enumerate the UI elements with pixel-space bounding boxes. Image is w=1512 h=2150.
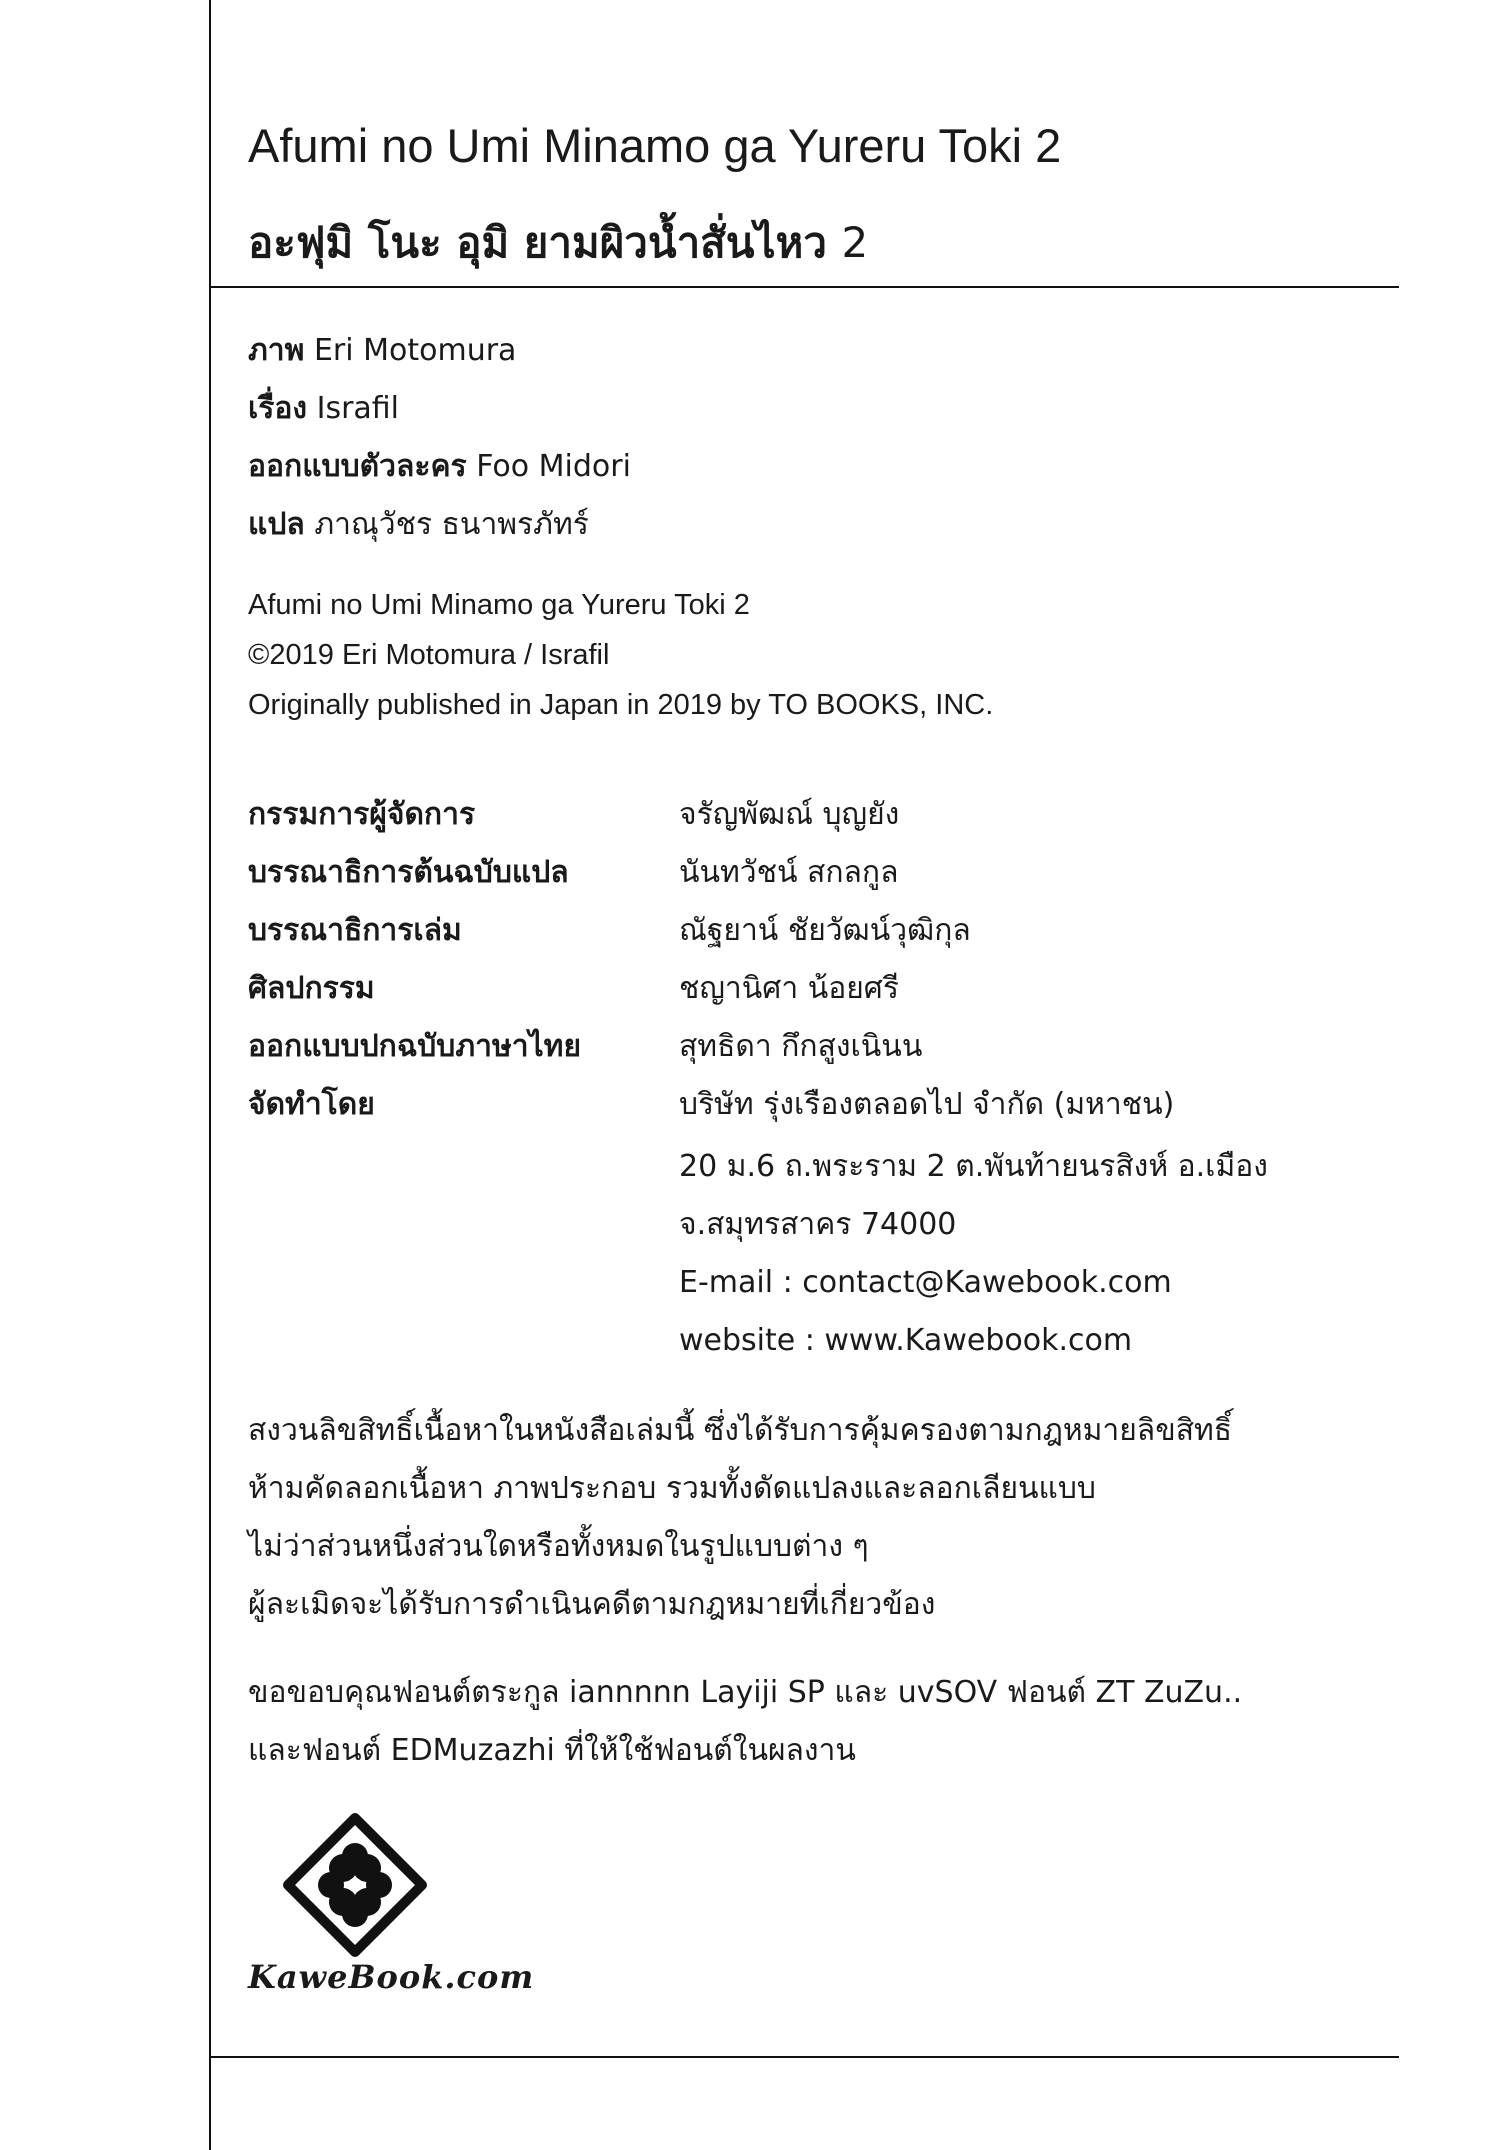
title-thai-volume: 2 <box>841 218 869 267</box>
credit-value: ภาณุวัชร ธนาพรภัทร์ <box>314 507 589 542</box>
title-thai <box>248 210 868 276</box>
staff-role: กรรมการผู้จัดการ <box>248 797 476 832</box>
credit-row <box>248 496 631 554</box>
copyright-line: Originally published in Japan in 2019 by TO BOOKS, INC. <box>248 689 994 721</box>
left-margin-rule <box>209 0 211 2150</box>
footer-divider <box>209 2056 1399 2058</box>
credit-label: ออกแบบตัวละคร <box>248 449 467 484</box>
staff-name: ณัฐยาน์ ชัยวัฒน์วุฒิกุล <box>679 913 971 948</box>
notice-line: ห้ามคัดลอกเนื้อหา ภาพประกอบ รวมทั้งดัดแปลงและลอกเลียนแบบ <box>248 1471 1096 1506</box>
credits-block <box>248 322 631 554</box>
credit-row <box>248 380 631 438</box>
copyright-block <box>248 580 993 730</box>
website-line: website : www.Kawebook.com <box>679 1323 1133 1358</box>
address-line: จ.สมุทรสาคร 74000 <box>679 1207 957 1242</box>
staff-role: บรรณาธิการเล่ม <box>248 913 462 948</box>
staff-name: จรัญพัฒณ์ บุญยัง <box>679 797 900 832</box>
staff-role: ออกแบบปกฉบับภาษาไทย <box>248 1029 582 1064</box>
credit-label: แปล <box>248 507 305 542</box>
title-english: Afumi no Umi Minamo ga Yureru Toki 2 <box>248 119 1062 172</box>
email-line: E-mail : contact@Kawebook.com <box>679 1265 1172 1300</box>
staff-name: ชญานิศา น้อยศรี <box>679 971 899 1006</box>
notice-line: ผู้ละเมิดจะได้รับการดำเนินคดีตามกฎหมายที่เกี่ยวข้อง <box>248 1587 936 1622</box>
credit-value: Foo Midori <box>476 449 631 484</box>
thanks-line: และฟอนต์ EDMuzazhi ที่ให้ใช้ฟอนต์ในผลงาน <box>248 1733 856 1768</box>
credit-value: Eri Motomura <box>313 333 517 368</box>
copyright-line: ©2019 Eri Motomura / Israfil <box>248 639 610 671</box>
address-line: 20 ม.6 ถ.พระราม 2 ต.พันท้ายนรสิงห์ อ.เมือง <box>679 1149 1268 1184</box>
logo-wordmark: KaweBook.com <box>248 1958 535 1996</box>
credit-label: ภาพ <box>248 333 305 368</box>
credit-row <box>248 322 631 380</box>
notice-line: สงวนลิขสิทธิ์เนื้อหาในหนังสือเล่มนี้ ซึ่งได้รับการคุ้มครองตามกฎหมายลิขสิทธิ์ <box>248 1413 1233 1448</box>
staff-name: บริษัท รุ่งเรืองตลอดไป จำกัด (มหาชน) <box>679 1087 1175 1122</box>
title-thai-text: อะฟุมิ โนะ อุมิ ยามผิวน้ำสั่นไหว <box>248 218 827 267</box>
credit-row <box>248 438 631 496</box>
address-block <box>679 1138 1268 1370</box>
staff-name: นันทวัชน์ สกลกูล <box>679 855 899 890</box>
credit-value: Israfil <box>316 391 400 426</box>
staff-role: ศิลปกรรม <box>248 971 375 1006</box>
staff-name: สุทธิดา กึกสูงเนินน <box>679 1029 923 1064</box>
credit-label: เรื่อง <box>248 391 308 426</box>
thanks-line: ขอขอบคุณฟอนต์ตระกูล iannnnn Layiji SP และ uvSOV ฟอนต์ ZT ZuZu.. <box>248 1675 1243 1710</box>
title-divider <box>209 286 1399 288</box>
notice-line: ไม่ว่าส่วนหนึ่งส่วนใดหรือทั้งหมดในรูปแบบต่าง ๆ <box>248 1529 869 1564</box>
font-credits <box>248 1664 1242 1780</box>
staff-role: จัดทำโดย <box>248 1087 375 1122</box>
copyright-line: Afumi no Umi Minamo ga Yureru Toki 2 <box>248 589 750 621</box>
staff-role: บรรณาธิการต้นฉบับแปล <box>248 855 569 890</box>
copyright-notice <box>248 1402 1232 1634</box>
